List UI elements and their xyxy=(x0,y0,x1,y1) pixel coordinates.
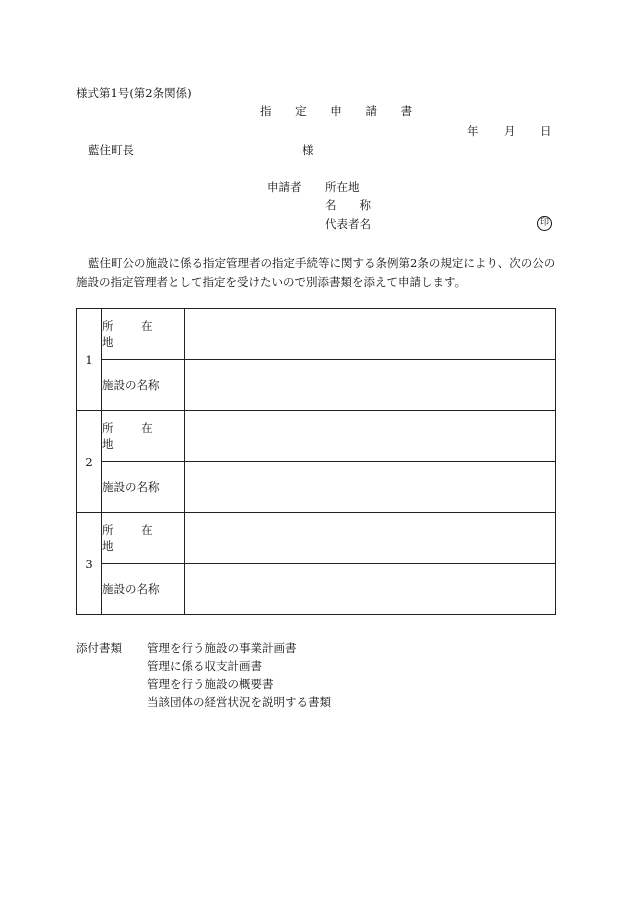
facility-name-value[interactable] xyxy=(185,564,556,615)
applicant-address-label: 所在地 xyxy=(325,180,360,194)
attachments-label: 添付書類 xyxy=(76,641,122,655)
facility-name-value[interactable] xyxy=(185,462,556,513)
facility-number: 2 xyxy=(77,411,102,513)
addressee-name: 藍住町長 xyxy=(88,143,134,157)
facility-number: 1 xyxy=(77,309,102,411)
facility-row xyxy=(77,513,556,564)
date-year-label: 年 xyxy=(467,124,479,138)
facility-address-label: 所 在 地 xyxy=(102,513,185,564)
facility-row xyxy=(77,462,556,513)
date-month-label: 月 xyxy=(504,124,516,138)
facility-row xyxy=(77,564,556,615)
attachment-item: 管理に係る収支計画書 xyxy=(147,659,262,673)
facility-name-value[interactable] xyxy=(185,360,556,411)
attachment-item: 管理を行う施設の概要書 xyxy=(147,677,274,691)
form-title: 指 定 申 請 書 xyxy=(260,104,423,118)
attachment-item: 当該団体の経営状況を説明する書類 xyxy=(147,695,331,709)
facility-address-label: 所 在 地 xyxy=(102,309,185,360)
facility-table xyxy=(76,308,556,615)
applicant-rep-label: 代表者名 xyxy=(325,217,371,231)
addressee-honorific: 様 xyxy=(302,143,314,157)
form-id: 様式第1号(第2条関係) xyxy=(76,86,192,100)
facility-address-value[interactable] xyxy=(185,513,556,564)
facility-row xyxy=(77,360,556,411)
seal-mark: 印 xyxy=(537,216,552,231)
facility-address-value[interactable] xyxy=(185,309,556,360)
application-body: 藍住町公の施設に係る指定管理者の指定手続等に関する条例第2条の規定により、次の公の施設の指定管理者として指定を受けたいので別添書類を添えて申請します。 xyxy=(76,256,556,289)
facility-name-label: 施設の名称 xyxy=(102,462,185,513)
facility-row xyxy=(77,411,556,462)
attachment-item: 管理を行う施設の事業計画書 xyxy=(147,641,297,655)
facility-address-value[interactable] xyxy=(185,411,556,462)
applicant-name-label: 名 称 xyxy=(325,198,371,212)
facility-name-label: 施設の名称 xyxy=(102,564,185,615)
applicant-label: 申請者 xyxy=(267,180,302,194)
facility-address-label: 所 在 地 xyxy=(102,411,185,462)
date-day-label: 日 xyxy=(540,124,552,138)
facility-number: 3 xyxy=(77,513,102,615)
facility-name-label: 施設の名称 xyxy=(102,360,185,411)
facility-row xyxy=(77,309,556,360)
